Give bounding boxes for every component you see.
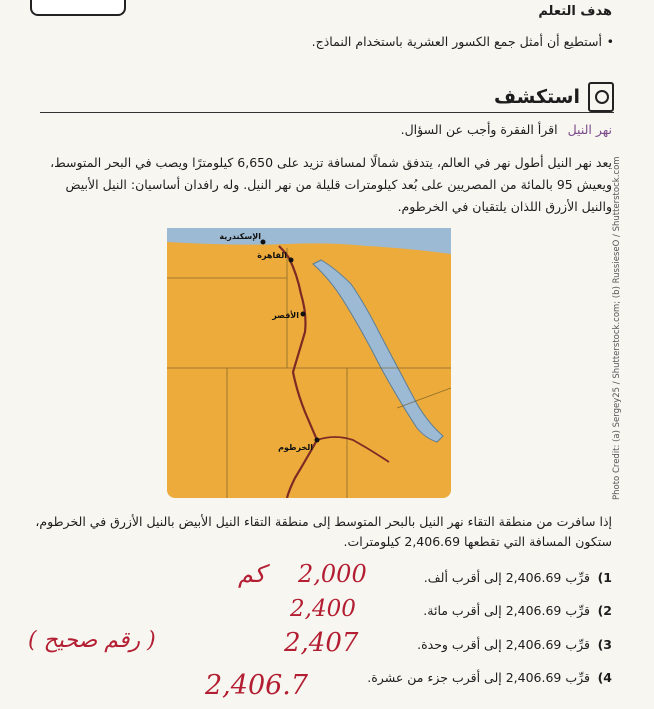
exercise-text: قرِّب 2,406.69 إلى أقرب مائة. bbox=[423, 603, 590, 618]
topic-label: نهر النيل bbox=[567, 122, 612, 137]
khartoum-dot bbox=[315, 438, 320, 443]
travel-question: إذا سافرت من منطقة التقاء نهر النيل بالبحر المتوسط إلى منطقة التقاء النيل الأبيض بالنيل الأزرق في الخرطوم، ستكون المسافة التي تقطعها 2,406.69 كيلومترات. bbox=[35, 514, 612, 549]
nile-paragraph: يعد نهر النيل أطول نهر في العالم، يتدفق شمالًا لمسافة تزيد على 6,650 كيلومترًا ويصب في البحر المتوسط، ويعيش 95 بالمائة من المصريين على بُعد كيلومترات قليلة من نهر النيل. وله رافدان أساسيان: النيل الأبيض والنيل الأزرق اللذان يلتقيان في الخرطوم. bbox=[50, 155, 612, 214]
exercise-text: قرِّب 2,406.69 إلى أقرب جزء من عشرة. bbox=[367, 670, 590, 685]
instruction-text: اقرأ الفقرة وأجب عن السؤال. bbox=[400, 122, 558, 137]
learning-goal-item: • أستطيع أن أمثل جمع الكسور العشرية باستخدام النماذج. bbox=[312, 34, 602, 49]
exercise-number: 3) bbox=[597, 637, 612, 652]
alexandria-dot bbox=[261, 240, 266, 245]
page-tab-decoration bbox=[30, 0, 126, 16]
photo-credit: Photo Credit: (a) Sergey25 / Shutterstock.com; (b) RussieseO / Shutterstock.com bbox=[612, 156, 622, 500]
exercise-text: قرِّب 2,406.69 إلى أقرب ألف. bbox=[423, 570, 590, 585]
explore-title: استكشف bbox=[494, 86, 580, 108]
explore-intro bbox=[401, 122, 612, 137]
exercise-number: 1) bbox=[597, 570, 612, 585]
label-luxor: الأقصر bbox=[272, 311, 299, 320]
handwritten-answer-4: 2,406.7 bbox=[205, 670, 309, 701]
cairo-dot bbox=[289, 258, 294, 263]
label-cairo: القاهرة bbox=[257, 251, 287, 260]
exercise-2 bbox=[423, 603, 612, 618]
handwritten-answer-3: 2,407 bbox=[284, 628, 359, 658]
exercise-number: 2) bbox=[597, 603, 612, 618]
handwritten-answer-1: 2,000 bbox=[298, 560, 367, 588]
handwritten-answer-2: 2,400 bbox=[290, 596, 356, 622]
explore-header bbox=[494, 82, 614, 112]
explore-icon bbox=[588, 82, 614, 112]
section-divider bbox=[40, 112, 614, 113]
label-alexandria: الإسكندرية bbox=[219, 232, 261, 241]
map-land bbox=[167, 228, 451, 498]
exercise-text: قرِّب 2,406.69 إلى أقرب وحدة. bbox=[417, 637, 590, 652]
handwritten-note: ( رقم صحيح ) bbox=[28, 628, 156, 653]
nile-map bbox=[167, 228, 451, 498]
label-khartoum: الخرطوم bbox=[278, 443, 313, 452]
exercise-1 bbox=[424, 570, 612, 585]
exercise-3 bbox=[417, 637, 612, 652]
luxor-dot bbox=[301, 312, 306, 317]
handwritten-unit: كم bbox=[238, 560, 266, 588]
learning-goal-title: هدف التعلم bbox=[538, 4, 612, 19]
exercise-number: 4) bbox=[597, 670, 612, 685]
exercise-4 bbox=[367, 670, 612, 685]
